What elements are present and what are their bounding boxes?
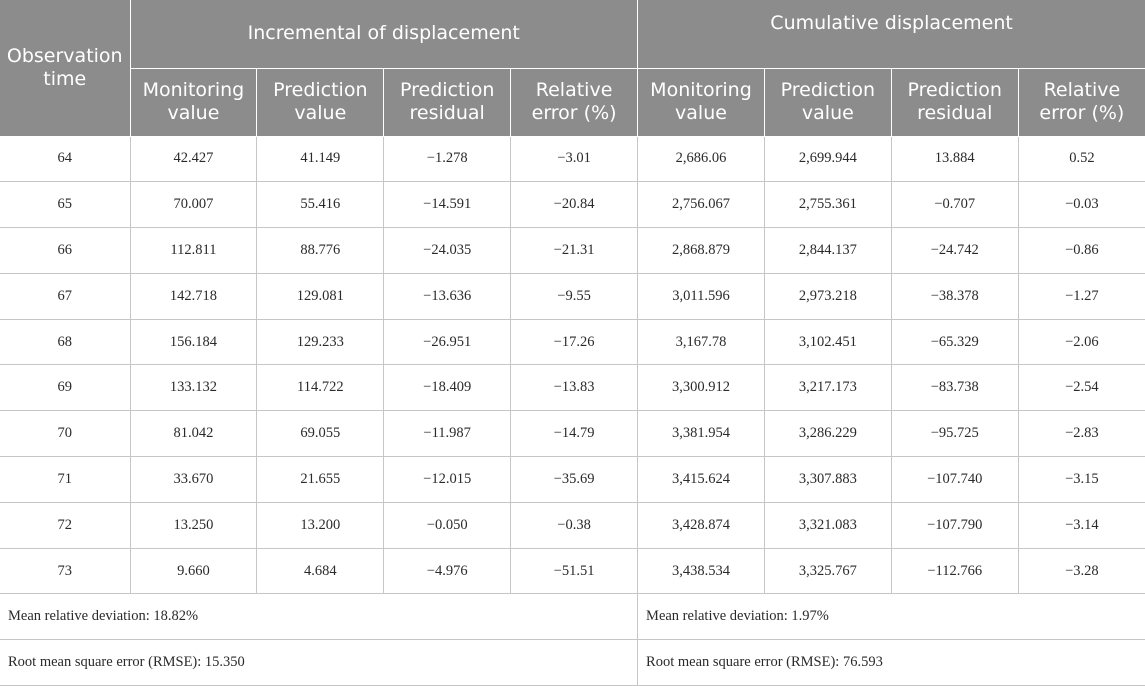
cum-prediction-value-cell: 3,286.229 [764,411,891,457]
cum-relative-error-cell: −3.28 [1018,548,1145,594]
inc-prediction-value-cell: 41.149 [257,136,384,182]
inc-relative-error-cell: −3.01 [511,136,638,182]
cum-prediction-value-cell: 2,973.218 [764,273,891,319]
inc-prediction-value-cell: 4.684 [257,548,384,594]
cum-prediction-residual-cell: −83.738 [891,365,1018,411]
summary-row-mean-deviation [0,594,1145,640]
header-observation-time: Observation time [0,0,130,136]
inc-monitoring-value-cell: 42.427 [130,136,257,182]
inc-monitoring-value-cell: 33.670 [130,457,257,503]
inc-rmse: Root mean square error (RMSE): 15.350 [0,640,638,686]
header-cum-monitoring: Monitoring value [638,68,765,136]
cum-mean-relative-deviation: Mean relative deviation: 1.97% [638,594,1145,640]
cum-monitoring-value-cell: 2,686.06 [638,136,765,182]
inc-relative-error-cell: −9.55 [511,273,638,319]
observation-time-cell: 73 [0,548,130,594]
table-row [0,136,1145,182]
cum-monitoring-value-cell: 3,428.874 [638,502,765,548]
inc-prediction-residual-cell: −26.951 [384,319,511,365]
cum-prediction-value-cell: 2,755.361 [764,182,891,228]
inc-monitoring-value-cell: 112.811 [130,228,257,274]
observation-time-cell: 71 [0,457,130,503]
cum-relative-error-cell: −1.27 [1018,273,1145,319]
table-row [0,411,1145,457]
table-row [0,548,1145,594]
header-cum-relative-error: Relative error (%) [1018,68,1145,136]
inc-monitoring-value-cell: 81.042 [130,411,257,457]
cum-prediction-value-cell: 3,217.173 [764,365,891,411]
cum-monitoring-value-cell: 3,415.624 [638,457,765,503]
table-row [0,457,1145,503]
cum-prediction-residual-cell: −112.766 [891,548,1018,594]
cum-relative-error-cell: −2.06 [1018,319,1145,365]
inc-prediction-value-cell: 129.233 [257,319,384,365]
cum-relative-error-cell: −0.03 [1018,182,1145,228]
inc-relative-error-cell: −13.83 [511,365,638,411]
inc-prediction-residual-cell: −24.035 [384,228,511,274]
inc-prediction-value-cell: 114.722 [257,365,384,411]
inc-relative-error-cell: −14.79 [511,411,638,457]
inc-prediction-residual-cell: −12.015 [384,457,511,503]
inc-prediction-residual-cell: −18.409 [384,365,511,411]
cum-prediction-residual-cell: 13.884 [891,136,1018,182]
inc-relative-error-cell: −0.38 [511,502,638,548]
cum-monitoring-value-cell: 3,381.954 [638,411,765,457]
header-group-cumulative: Cumulative displacement [638,0,1145,68]
observation-time-cell: 66 [0,228,130,274]
observation-time-cell: 70 [0,411,130,457]
table-row [0,273,1145,319]
cum-monitoring-value-cell: 3,011.596 [638,273,765,319]
cum-prediction-residual-cell: −107.790 [891,502,1018,548]
cum-prediction-residual-cell: −24.742 [891,228,1018,274]
inc-monitoring-value-cell: 142.718 [130,273,257,319]
inc-prediction-value-cell: 69.055 [257,411,384,457]
cum-monitoring-value-cell: 3,300.912 [638,365,765,411]
cum-prediction-value-cell: 3,321.083 [764,502,891,548]
inc-monitoring-value-cell: 133.132 [130,365,257,411]
inc-monitoring-value-cell: 9.660 [130,548,257,594]
header-inc-prediction: Prediction value [257,68,384,136]
inc-prediction-residual-cell: −4.976 [384,548,511,594]
cum-relative-error-cell: −3.15 [1018,457,1145,503]
header-cum-prediction: Prediction value [764,68,891,136]
observation-time-cell: 65 [0,182,130,228]
header-group-incremental: Incremental of displacement [130,0,638,68]
cum-rmse: Root mean square error (RMSE): 76.593 [638,640,1145,686]
table-row [0,319,1145,365]
inc-prediction-value-cell: 88.776 [257,228,384,274]
cum-monitoring-value-cell: 3,438.534 [638,548,765,594]
inc-relative-error-cell: −21.31 [511,228,638,274]
table-body [0,136,1145,686]
cum-prediction-value-cell: 2,699.944 [764,136,891,182]
summary-row-rmse [0,640,1145,686]
cum-monitoring-value-cell: 3,167.78 [638,319,765,365]
table-row [0,365,1145,411]
cum-monitoring-value-cell: 2,868.879 [638,228,765,274]
header-inc-residual: Prediction residual [384,68,511,136]
observation-time-cell: 67 [0,273,130,319]
table-header [0,0,1145,136]
header-inc-relative-error: Relative error (%) [511,68,638,136]
observation-time-cell: 72 [0,502,130,548]
cum-relative-error-cell: 0.52 [1018,136,1145,182]
inc-monitoring-value-cell: 70.007 [130,182,257,228]
inc-relative-error-cell: −35.69 [511,457,638,503]
inc-relative-error-cell: −51.51 [511,548,638,594]
table-row [0,502,1145,548]
header-cum-residual: Prediction residual [891,68,1018,136]
inc-prediction-residual-cell: −1.278 [384,136,511,182]
inc-prediction-residual-cell: −14.591 [384,182,511,228]
cum-prediction-value-cell: 3,307.883 [764,457,891,503]
table-row [0,182,1145,228]
inc-prediction-value-cell: 21.655 [257,457,384,503]
table-row [0,228,1145,274]
inc-prediction-residual-cell: −11.987 [384,411,511,457]
inc-relative-error-cell: −20.84 [511,182,638,228]
observation-time-cell: 64 [0,136,130,182]
inc-prediction-residual-cell: −13.636 [384,273,511,319]
inc-prediction-residual-cell: −0.050 [384,502,511,548]
cum-relative-error-cell: −2.83 [1018,411,1145,457]
observation-time-cell: 68 [0,319,130,365]
cum-prediction-residual-cell: −95.725 [891,411,1018,457]
cum-prediction-value-cell: 3,325.767 [764,548,891,594]
inc-prediction-value-cell: 129.081 [257,273,384,319]
cum-prediction-residual-cell: −107.740 [891,457,1018,503]
cum-relative-error-cell: −2.54 [1018,365,1145,411]
inc-prediction-value-cell: 55.416 [257,182,384,228]
inc-relative-error-cell: −17.26 [511,319,638,365]
inc-prediction-value-cell: 13.200 [257,502,384,548]
inc-monitoring-value-cell: 13.250 [130,502,257,548]
cum-relative-error-cell: −0.86 [1018,228,1145,274]
cum-prediction-value-cell: 2,844.137 [764,228,891,274]
cum-prediction-residual-cell: −0.707 [891,182,1018,228]
inc-monitoring-value-cell: 156.184 [130,319,257,365]
header-inc-monitoring: Monitoring value [130,68,257,136]
cum-monitoring-value-cell: 2,756.067 [638,182,765,228]
cum-relative-error-cell: −3.14 [1018,502,1145,548]
cum-prediction-residual-cell: −65.329 [891,319,1018,365]
cum-prediction-value-cell: 3,102.451 [764,319,891,365]
observation-time-cell: 69 [0,365,130,411]
inc-mean-relative-deviation: Mean relative deviation: 18.82% [0,594,638,640]
cum-prediction-residual-cell: −38.378 [891,273,1018,319]
